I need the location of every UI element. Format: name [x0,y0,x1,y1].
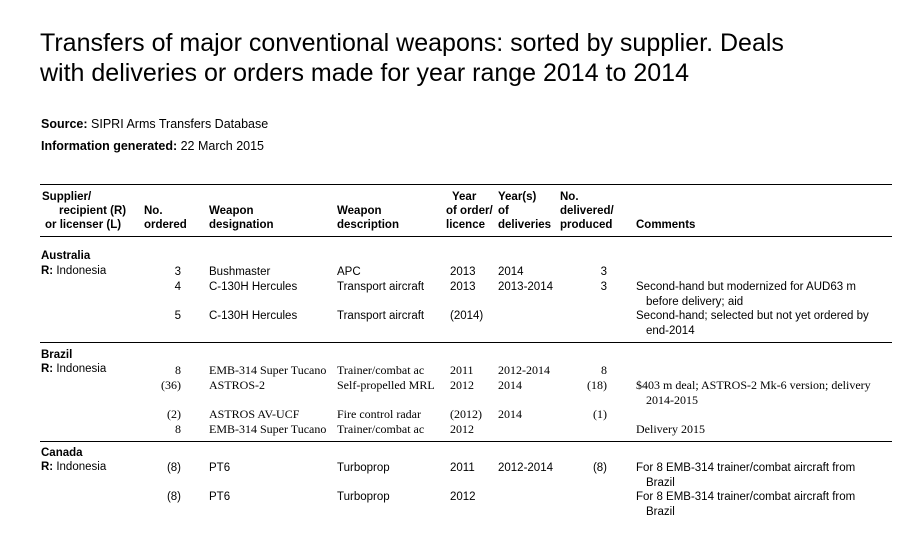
source-label: Source: [41,117,88,131]
header-supplier: Supplier/ recipient (R) or licenser (L) [42,191,127,231]
source-line [41,117,268,131]
page-title [40,28,900,88]
generated-value: 22 March 2015 [180,139,264,153]
supplier-brazil: Brazil [41,349,73,361]
generated-label: Information generated: [41,139,178,153]
supplier-canada: Canada [41,447,83,459]
supplier-australia: Australia [41,250,91,262]
header-years-of-deliveries: Year(s) of deliveries [498,191,552,231]
header-no-delivered: No. delivered/ produced [560,191,614,231]
generated-line [41,139,264,153]
header-no-ordered: No. ordered [144,205,187,231]
header-weapon-description: Weapon description [337,205,399,231]
section-rule [40,342,892,343]
recipient-label: R: Indonesia [41,265,107,277]
title-line-1: Transfers of major conventional weapons: sorted by supplier. Deals [40,29,784,57]
recipient-label: R: Indonesia [41,461,107,473]
title-line-2: with deliveries or orders made for year range 2014 to 2014 [40,59,689,87]
header-year-of-order: Year of order/ licence [446,191,493,231]
table-top-rule [40,184,892,185]
header-comments: Comments [636,219,696,231]
source-value: SIPRI Arms Transfers Database [91,117,269,131]
header-bottom-rule [40,236,892,237]
section-rule [40,441,892,442]
header-weapon-designation: Weapon designation [209,205,274,231]
recipient-label: R: Indonesia [41,363,107,375]
